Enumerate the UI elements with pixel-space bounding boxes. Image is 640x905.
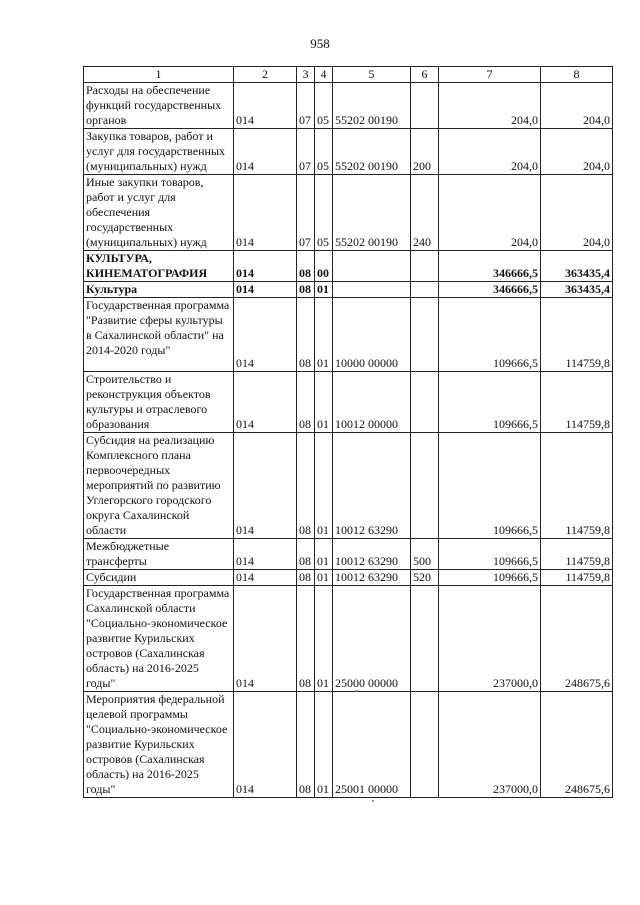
table-row: [84, 372, 613, 433]
row-name: Мероприятия федеральной целевой программы "Социально-экономическое развитие Курильских островов (Сахалинская область) на 2016-2025 годы": [84, 692, 234, 798]
row-subsection-code: 05: [315, 175, 333, 251]
table-row: [84, 570, 613, 586]
row-name: Культура: [84, 282, 234, 298]
row-amount-year-1: 237000,0: [439, 586, 541, 692]
row-amount-year-1: 346666,5: [439, 251, 541, 282]
row-name: Расходы на обеспечение функций государственных органов: [84, 83, 234, 129]
header-col-7: 7: [439, 67, 541, 83]
row-subsection-code: 01: [315, 692, 333, 798]
row-section-code: 08: [297, 539, 315, 570]
row-subsection-code: 05: [315, 83, 333, 129]
row-ministry-code: 014: [234, 372, 297, 433]
row-target-article: [333, 251, 411, 282]
row-amount-year-1: 204,0: [439, 175, 541, 251]
row-name: Закупка товаров, работ и услуг для государственных (муниципальных) нужд: [84, 129, 234, 175]
row-section-code: 08: [297, 372, 315, 433]
row-ministry-code: 014: [234, 282, 297, 298]
row-subsection-code: 01: [315, 282, 333, 298]
row-section-code: 08: [297, 433, 315, 539]
row-amount-year-2: 114759,8: [541, 298, 613, 372]
row-target-article: 10012 63290: [333, 570, 411, 586]
row-section-code: 07: [297, 129, 315, 175]
row-amount-year-1: 109666,5: [439, 433, 541, 539]
row-expense-type: [411, 372, 439, 433]
header-col-3: 3: [297, 67, 315, 83]
table-row: [84, 251, 613, 282]
row-section-code: 08: [297, 586, 315, 692]
row-target-article: 55202 00190: [333, 83, 411, 129]
row-expense-type: 520: [411, 570, 439, 586]
row-amount-year-2: 114759,8: [541, 372, 613, 433]
row-ministry-code: 014: [234, 251, 297, 282]
row-ministry-code: 014: [234, 175, 297, 251]
row-subsection-code: 01: [315, 586, 333, 692]
row-section-code: 08: [297, 251, 315, 282]
row-subsection-code: 01: [315, 298, 333, 372]
table-row: [84, 175, 613, 251]
row-expense-type: [411, 433, 439, 539]
row-subsection-code: 01: [315, 570, 333, 586]
row-target-article: 55202 00190: [333, 129, 411, 175]
scan-dot: [372, 800, 374, 802]
row-target-article: 10012 63290: [333, 433, 411, 539]
row-amount-year-1: 204,0: [439, 83, 541, 129]
row-section-code: 07: [297, 175, 315, 251]
row-name: Субсидия на реализацию Комплексного плана первоочередных мероприятий по развитию Углегорского городского округа Сахалинской области: [84, 433, 234, 539]
row-expense-type: 200: [411, 129, 439, 175]
row-amount-year-2: 114759,8: [541, 570, 613, 586]
row-amount-year-2: 114759,8: [541, 433, 613, 539]
row-expense-type: 240: [411, 175, 439, 251]
page-number: 958: [310, 36, 330, 51]
table-row: [84, 586, 613, 692]
row-name: Строительство и реконструкция объектов культуры и отраслевого образования: [84, 372, 234, 433]
row-subsection-code: 01: [315, 372, 333, 433]
row-expense-type: [411, 692, 439, 798]
row-name: Иные закупки товаров, работ и услуг для обеспечения государственных (муниципальных) нужд: [84, 175, 234, 251]
row-section-code: 08: [297, 570, 315, 586]
row-ministry-code: 014: [234, 586, 297, 692]
row-name: Государственная программа Сахалинской области "Социально-экономическое развитие Курильских островов (Сахалинская область) на 2016-2025 годы": [84, 586, 234, 692]
row-subsection-code: 05: [315, 129, 333, 175]
row-target-article: 25000 00000: [333, 586, 411, 692]
row-section-code: 07: [297, 83, 315, 129]
row-amount-year-1: 204,0: [439, 129, 541, 175]
row-target-article: 10012 00000: [333, 372, 411, 433]
header-col-2: 2: [234, 67, 297, 83]
table-row: [84, 83, 613, 129]
header-col-8: 8: [541, 67, 613, 83]
row-name: Государственная программа "Развитие сферы культуры в Сахалинской области" на 2014-2020 годы": [84, 298, 234, 372]
row-section-code: 08: [297, 298, 315, 372]
row-subsection-code: 01: [315, 433, 333, 539]
row-ministry-code: 014: [234, 83, 297, 129]
row-target-article: 10000 00000: [333, 298, 411, 372]
row-amount-year-2: 204,0: [541, 175, 613, 251]
row-ministry-code: 014: [234, 298, 297, 372]
row-amount-year-1: 109666,5: [439, 298, 541, 372]
row-name: КУЛЬТУРА, КИНЕМАТОГРАФИЯ: [84, 251, 234, 282]
table-row: [84, 433, 613, 539]
row-amount-year-1: 109666,5: [439, 539, 541, 570]
budget-table: [83, 66, 613, 798]
row-target-article: 10012 63290: [333, 539, 411, 570]
row-name: Субсидии: [84, 570, 234, 586]
row-expense-type: 500: [411, 539, 439, 570]
table-row: [84, 539, 613, 570]
row-expense-type: [411, 83, 439, 129]
row-section-code: 08: [297, 282, 315, 298]
table-row: [84, 282, 613, 298]
row-subsection-code: 01: [315, 539, 333, 570]
row-expense-type: [411, 298, 439, 372]
row-amount-year-2: 248675,6: [541, 692, 613, 798]
row-amount-year-1: 346666,5: [439, 282, 541, 298]
header-col-1: 1: [84, 67, 234, 83]
row-amount-year-2: 363435,4: [541, 282, 613, 298]
table-row: [84, 692, 613, 798]
scan-dot: [356, 690, 358, 692]
row-expense-type: [411, 251, 439, 282]
row-ministry-code: 014: [234, 129, 297, 175]
row-target-article: 55202 00190: [333, 175, 411, 251]
row-amount-year-2: 248675,6: [541, 586, 613, 692]
table-row: [84, 298, 613, 372]
row-amount-year-1: 237000,0: [439, 692, 541, 798]
table-header-row: [84, 67, 613, 83]
row-amount-year-2: 204,0: [541, 129, 613, 175]
row-target-article: 25001 00000: [333, 692, 411, 798]
row-ministry-code: 014: [234, 570, 297, 586]
header-col-5: 5: [333, 67, 411, 83]
row-amount-year-2: 204,0: [541, 83, 613, 129]
row-section-code: 08: [297, 692, 315, 798]
row-amount-year-1: 109666,5: [439, 372, 541, 433]
row-expense-type: [411, 282, 439, 298]
header-col-6: 6: [411, 67, 439, 83]
row-target-article: [333, 282, 411, 298]
row-amount-year-2: 363435,4: [541, 251, 613, 282]
row-subsection-code: 00: [315, 251, 333, 282]
row-expense-type: [411, 586, 439, 692]
row-name: Межбюджетные трансферты: [84, 539, 234, 570]
header-col-4: 4: [315, 67, 333, 83]
row-amount-year-1: 109666,5: [439, 570, 541, 586]
row-ministry-code: 014: [234, 539, 297, 570]
row-amount-year-2: 114759,8: [541, 539, 613, 570]
row-ministry-code: 014: [234, 433, 297, 539]
row-ministry-code: 014: [234, 692, 297, 798]
table-row: [84, 129, 613, 175]
